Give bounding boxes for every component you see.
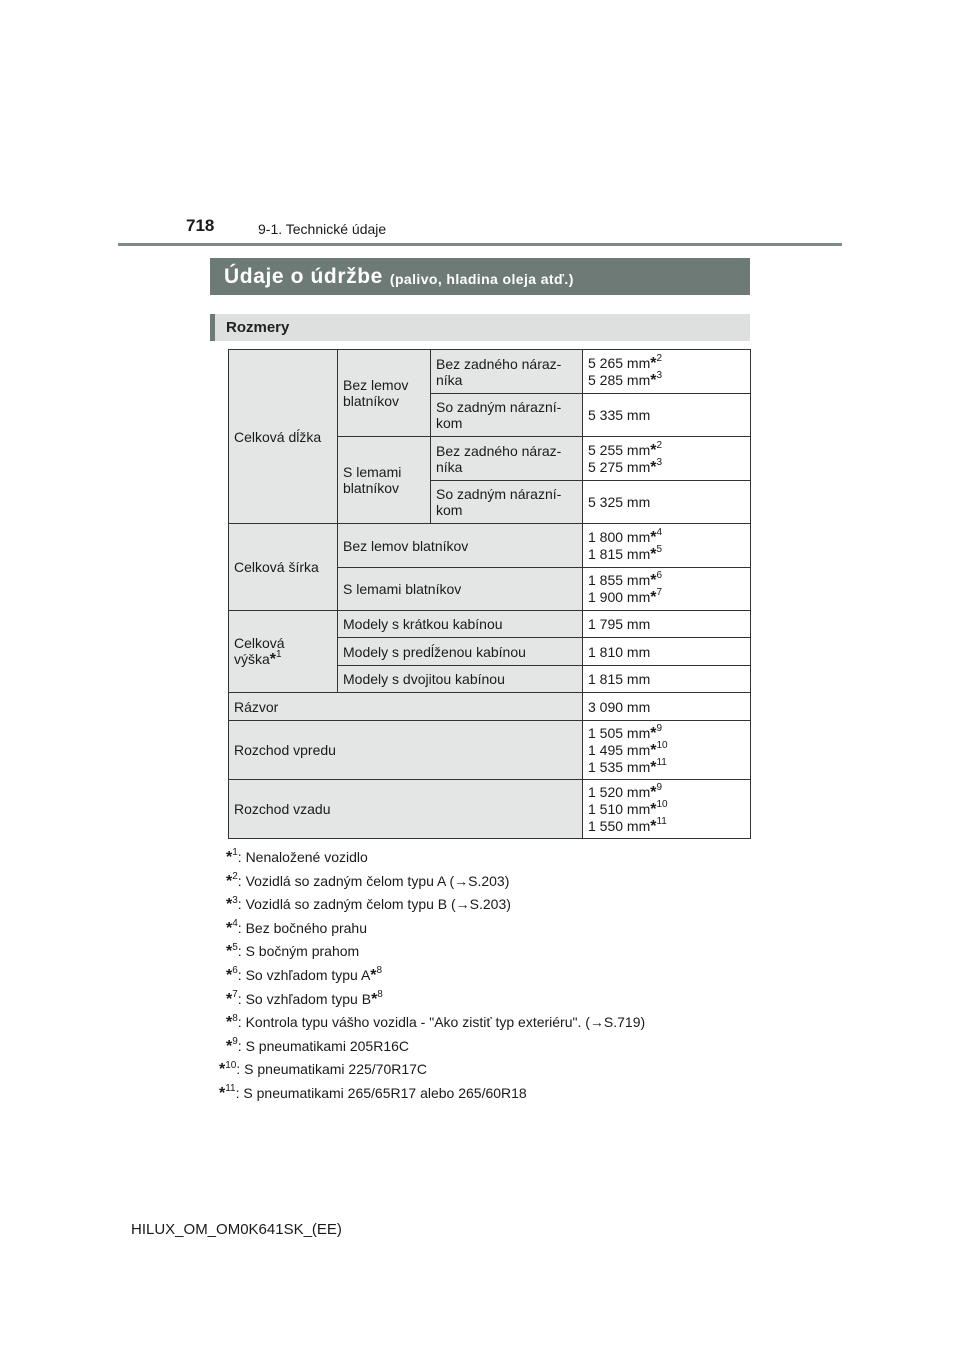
document-code: HILUX_OM_OM0K641SK_(EE): [131, 1221, 342, 1238]
header-divider: [118, 243, 842, 246]
page-number: 718: [186, 216, 215, 235]
footnote: *$^6$: So vzhľadom typu A*$^8$: [226, 965, 383, 984]
value-cell: 5 325 mm: [583, 481, 751, 524]
value-cell: 3 090 mm: [583, 693, 751, 721]
subsection-banner: [210, 314, 750, 341]
footnote: *$^4$: Bez bočného prahu: [226, 918, 368, 937]
value-cell: 1 795 mm: [583, 611, 751, 638]
cab-type-label: Modely s predĺženou kabínou: [338, 638, 583, 666]
table-row: [229, 693, 751, 721]
footnote: *$^9$: S pneumatikami 205R16C: [226, 1036, 409, 1055]
title-main: Údaje o údržbe: [224, 264, 383, 288]
dimensions-table: [228, 349, 751, 839]
footnote: *$^8$: Kontrola typu vášho vozidla - "Ako zistiť typ exteriéru". (→S.719): [226, 1012, 646, 1032]
no-fender-label: Bez lemov blatníkov: [338, 524, 583, 568]
no-bumper-label: Bez zadného náraz- níka: [431, 437, 583, 481]
table-row: [229, 721, 751, 780]
footnote: *$^{10}$: S pneumatikami 225/70R17C: [219, 1059, 428, 1079]
overall-length-label: Celková dĺžka: [229, 350, 338, 524]
footnote: *$^{11}$: S pneumatikami 265/65R17 alebo 265/60R18: [219, 1083, 527, 1102]
overall-width-label: Celková šírka: [229, 524, 338, 611]
with-fender-label: S lemami blatníkov: [338, 568, 583, 611]
value-cell: 1 815 mm: [583, 666, 751, 693]
footnote: *$^2$: Vozidlá so zadným čelom typu A (→S.203): [226, 870, 510, 890]
footnote: *$^3$: Vozidlá so zadným čelom typu B (→S.203): [226, 894, 511, 914]
title-banner: [210, 258, 750, 295]
value-cell: 5 265 mm*$^2$ 5 285 mm*$^3$: [583, 350, 751, 394]
value-cell: 1 520 mm*$^9$ 1 510 mm*$^{10}$ 1 550 mm*$^{11}$: [583, 780, 751, 839]
table-row: [229, 780, 751, 839]
footnote: *$^7$: So vzhľadom typu B*$^8$: [226, 988, 383, 1008]
value-cell: 5 335 mm: [583, 394, 751, 437]
value-cell: 1 505 mm*$^9$ 1 495 mm*$^{10}$ 1 535 mm*$^{11}$: [583, 721, 751, 780]
overall-height-label: Celková výška*$^1$: [229, 611, 338, 693]
subsection-title: Rozmery: [226, 319, 290, 336]
footnote-list: [219, 846, 646, 1106]
rear-tread-label: Rozchod vzadu: [229, 780, 583, 839]
value-cell: 1 810 mm: [583, 638, 751, 666]
footnote: *$^5$: S bočným prahom: [226, 941, 360, 961]
no-fender-label: Bez lemov blatníkov: [338, 350, 431, 437]
value-cell: 5 255 mm*$^2$ 5 275 mm*$^3$: [583, 437, 751, 481]
cab-type-label: Modely s krátkou kabínou: [338, 611, 583, 638]
value-cell: 1 855 mm*$^6$ 1 900 mm*$^7$: [583, 568, 751, 611]
table-row: [229, 350, 751, 394]
table-row: [229, 524, 751, 568]
cab-type-label: Modely s dvojitou kabínou: [338, 666, 583, 693]
with-bumper-label: So zadným nárazní- kom: [431, 394, 583, 437]
front-tread-label: Rozchod vpredu: [229, 721, 583, 780]
with-fender-label: S lemami blatníkov: [338, 437, 431, 524]
section-title: 9-1. Technické údaje: [258, 221, 387, 237]
wheelbase-label: Rázvor: [229, 693, 583, 721]
with-bumper-label: So zadným nárazní- kom: [431, 481, 583, 524]
value-cell: 1 800 mm*$^4$ 1 815 mm*$^5$: [583, 524, 751, 568]
no-bumper-label: Bez zadného náraz- níka: [431, 350, 583, 394]
title-subtitle: (palivo, hladina oleja atď.): [389, 270, 574, 287]
footnote: *$^1$: Nenaložené vozidlo: [226, 847, 368, 866]
table-row: [229, 611, 751, 638]
